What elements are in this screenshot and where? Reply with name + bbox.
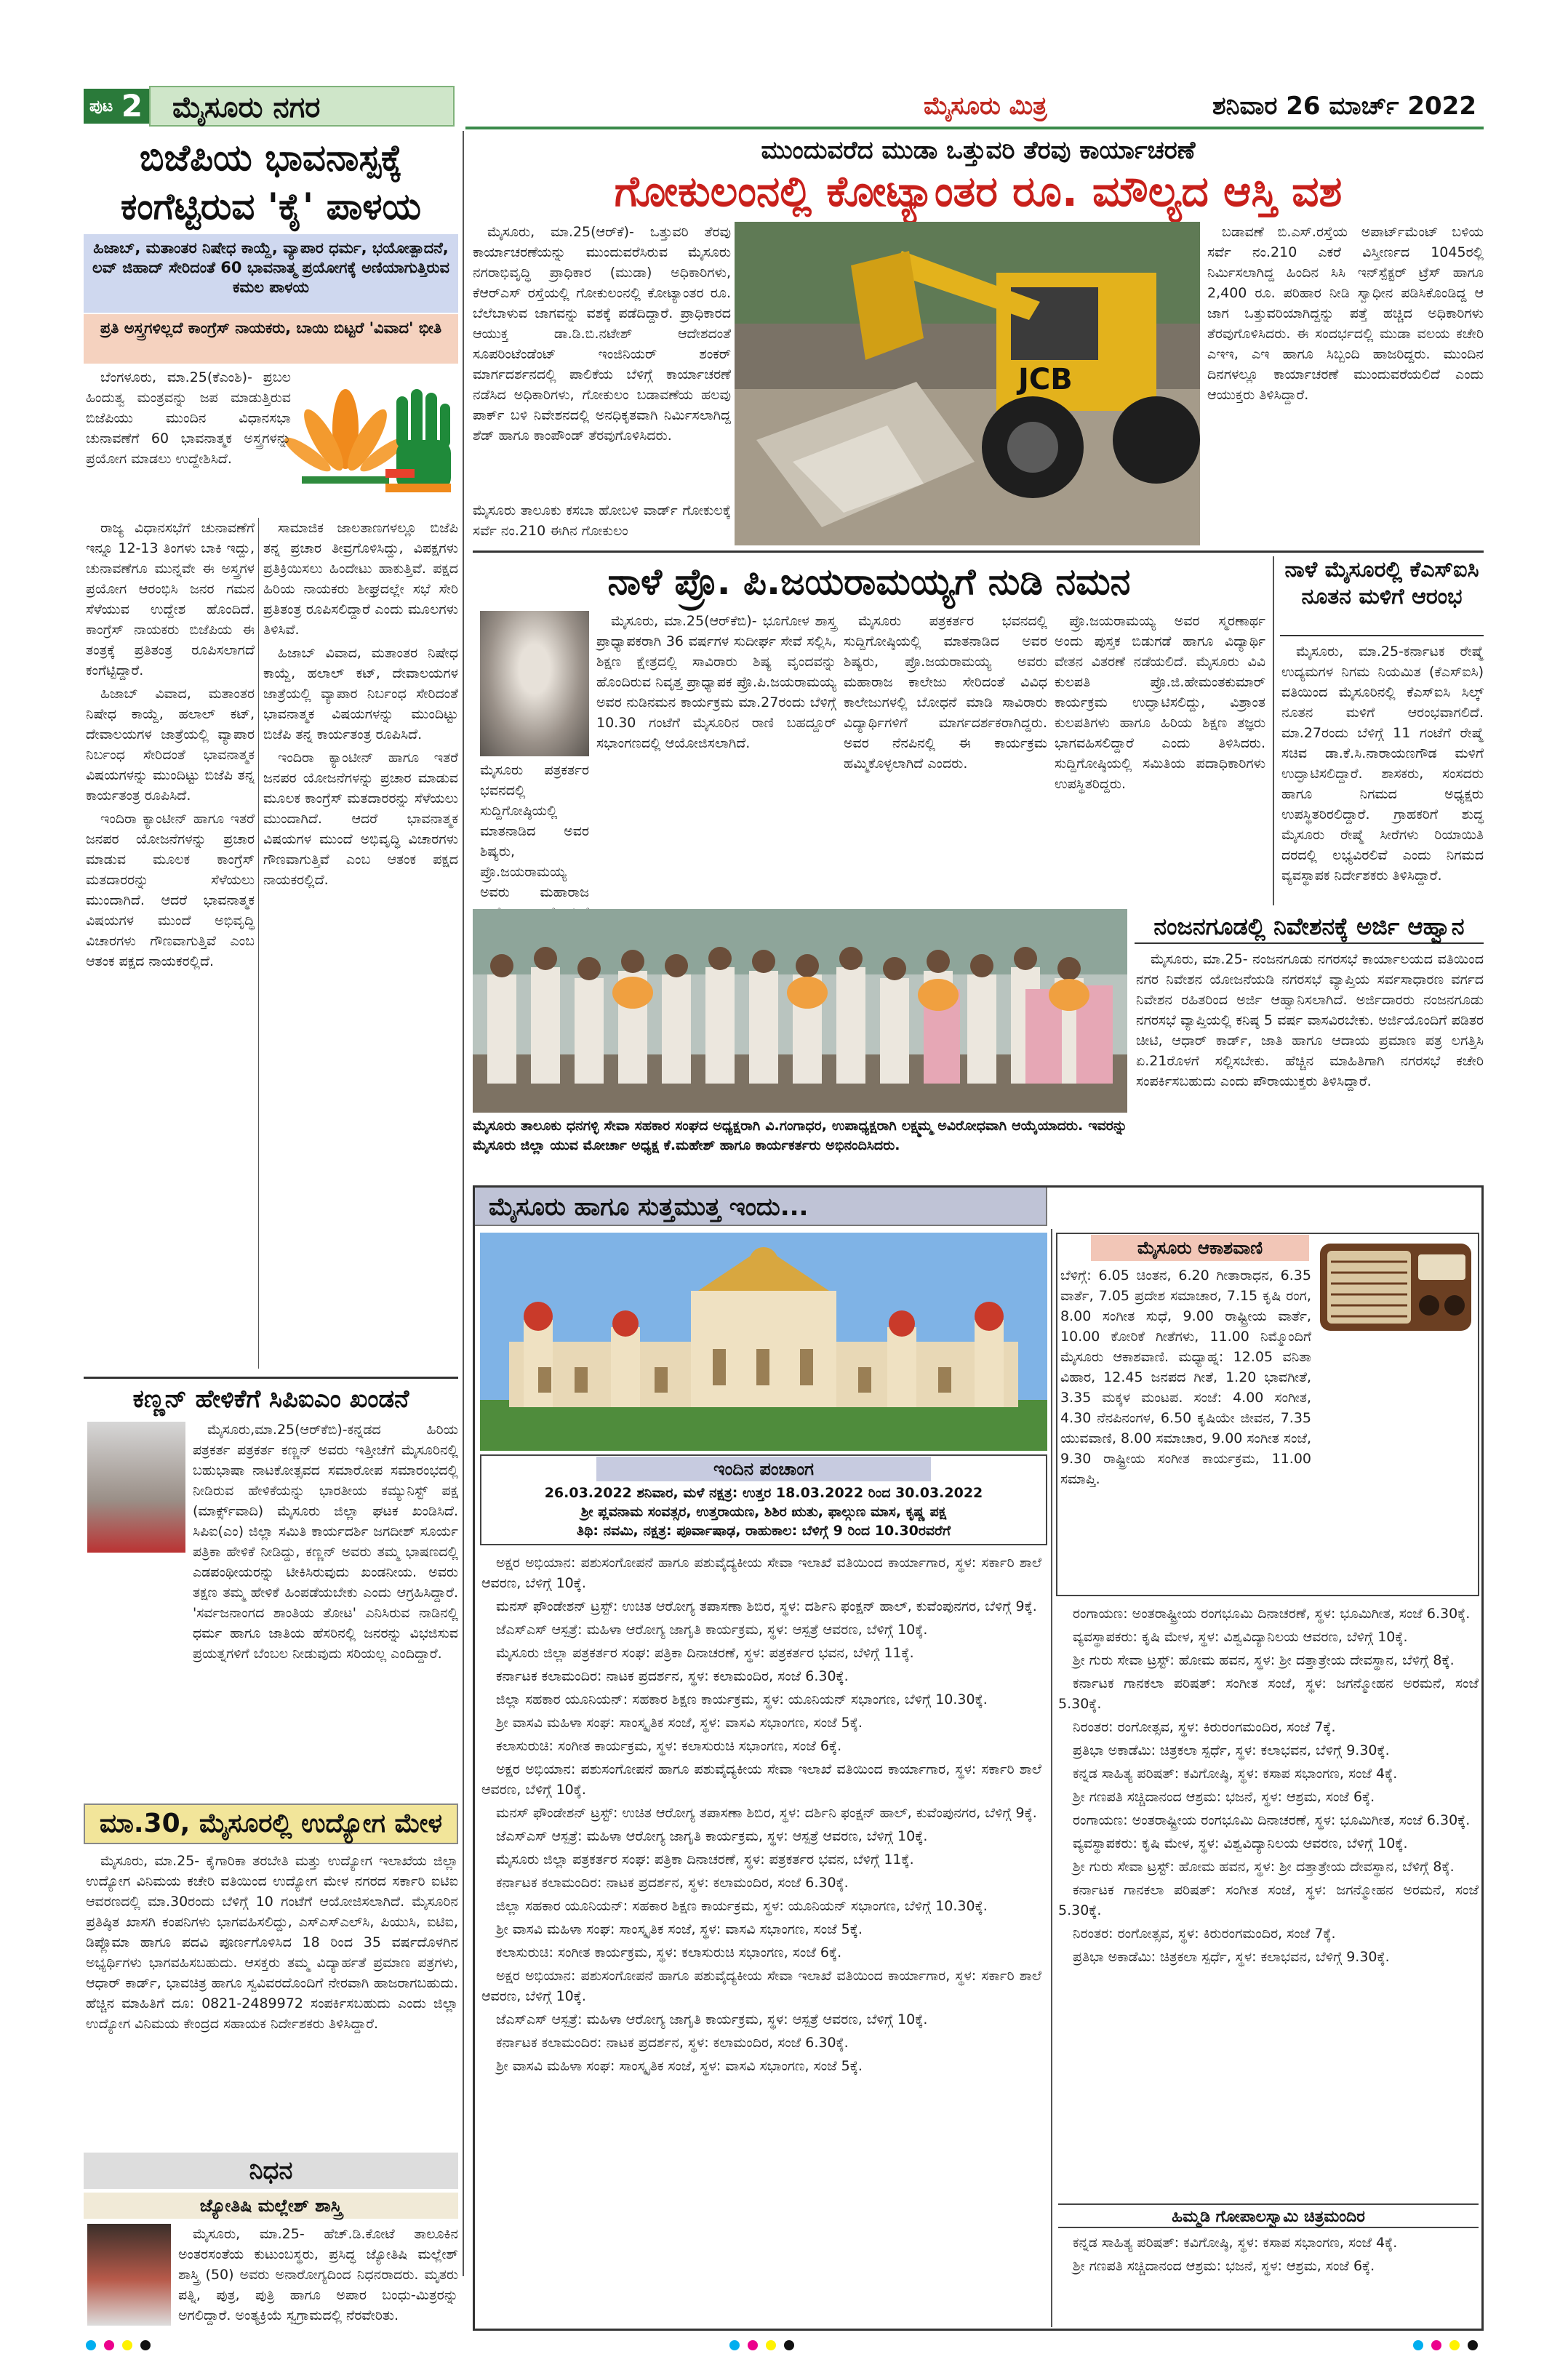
bjp-headline-line1: ಬಿಜೆಪಿಯ ಭಾವನಾಸ್ಪಕ್ಕೆ bbox=[139, 137, 403, 179]
panchanga-line1: 26.03.2022 ಶನಿವಾರ, ಮಳೆ ನಕ್ಷತ್ರ: ಉತ್ತರ 18.03.2022 ರಿಂದ 30.03.2022 bbox=[544, 1485, 983, 1501]
event-item: ಕನ್ನಡ ಸಾಹಿತ್ಯ ಪರಿಷತ್: ಕವಿಗೋಷ್ಠಿ, ಸ್ಥಳ: ಕಸಾಪ ಸಭಾಂಗಣ, ಸಂಜೆ 4ಕ್ಕೆ. bbox=[1073, 2235, 1398, 2251]
svg-text:JCB: JCB bbox=[1018, 363, 1073, 396]
event-item: ಮನಸ್ ಫೌಂಡೇಶನ್ ಟ್ರಸ್ಟ್: ಉಚಿತ ಆರೋಗ್ಯ ತಪಾಸಣಾ ಶಿಬಿರ, ಸ್ಥಳ: ದರ್ಶಿನಿ ಫಂಕ್ಷನ್ ಹಾಲ್, ಕುವೆಂಪುನಗರ, ಬೆಳಿಗ್ಗೆ 9ಕ್ಕೆ. bbox=[496, 1598, 1037, 1614]
column-divider bbox=[463, 131, 464, 2276]
kannan-body: ಮೈಸೂರು,ಮಾ.25(ಆರ್‌ಕೆಬಿ)-ಕನ್ನಡದ ಹಿರಿಯ ಪತ್ರಕರ್ತ ಪತ್ರಕರ್ತ ಕಣ್ಣನ್ ಅವರು ಇತ್ತೀಚೆಗೆ ಮೈಸೂರಿನಲ್ಲಿ ಬಹುಭಾಷಾ ನಾಟಕೋತ್ಸವದ ಸಮಾರೋಪ ಸಮಾರಂಭದಲ್ಲಿ ನೀಡಿರುವ ಹೇಳಿಕೆಯನ್ನು ಭಾರತೀಯ ಕಮ್ಯುನಿಸ್ಟ್ ಪಕ್ಷ (ಮಾರ್ಕ್ಸ್‌ವಾದಿ) ಮೈಸೂರು ಜಿಲ್ಲಾ ಘಟಕ ಖಂಡಿಸಿದೆ. ಸಿಪಿಐ(ಎಂ) ಜಿಲ್ಲಾ ಸಮಿತಿ ಕಾರ್ಯದರ್ಶಿ ಜಗದೀಶ್ ಸೂರ್ಯ ಪತ್ರಿಕಾ ಹೇಳಿಕೆ ನೀಡಿದ್ದು, ಕಣ್ಣನ್ ಅವರು ತಮ್ಮ ಭಾಷಣದಲ್ಲಿ ಎಡಪಂಥೀಯರನ್ನು ಟೀಕಿಸಿರುವುದು ಖಂಡನೀಯ. ಅವರು ತಕ್ಷಣ ತಮ್ಮ ಹೇಳಿಕೆ ಹಿಂಪಡೆಯಬೇಕು ಎಂದು ಆಗ್ರಹಿಸಿದ್ದಾರೆ. 'ಸರ್ವಜನಾಂಗದ ಶಾಂತಿಯ ತೋಟ' ಎನಿಸಿರುವ ನಾಡಿನಲ್ಲಿ ಧರ್ಮ ಹಾಗೂ ಜಾತಿಯ ಹೆಸರಿನಲ್ಲಿ ಜನರನ್ನು ವಿಭಜಿಸುವ ಪ್ರಯತ್ನಗಳಿಗೆ ಬೆಂಬಲ ನೀಡುವುದು ಸರಿಯಲ್ಲ ಎಂದಿದ್ದಾರೆ. bbox=[193, 1422, 458, 1662]
bjp-body-col1 bbox=[86, 367, 291, 513]
kannan-top-rule bbox=[84, 1377, 458, 1379]
muda-body-bottom: ಮೈಸೂರು ತಾಲೂಕು ಕಸಬಾ ಹೋಬಳಿ ವಾರ್ಡ್ ಗೋಕುಲಕ್ಕೆ ಸರ್ವೆ ನಂ.210 ಈಗಿನ ಗೋಕುಲಂ bbox=[473, 503, 731, 539]
issue-date: ಶನಿವಾರ 26 ಮಾರ್ಚ್ 2022 bbox=[1212, 92, 1476, 121]
column-divider bbox=[1051, 1229, 1052, 2327]
column-divider bbox=[258, 518, 259, 1369]
event-item: ಜಿಲ್ಲಾ ಸಹಕಾರ ಯೂನಿಯನ್: ಸಹಕಾರ ಶಿಕ್ಷಣ ಕಾರ್ಯಕ್ರಮ, ಸ್ಥಳ: ಯೂನಿಯನ್ ಸಭಾಂಗಣ, ಬೆಳಿಗ್ಗೆ 10.30ಕ್ಕೆ. bbox=[496, 1898, 988, 1914]
event-item: ಪ್ರತಿಭಾ ಅಕಾಡೆಮಿ: ಚಿತ್ರಕಲಾ ಸ್ಪರ್ಧೆ, ಸ್ಥಳ: ಕಲಾಭವನ, ಬೆಳಿಗ್ಗೆ 9.30ಕ್ಕೆ. bbox=[1073, 1949, 1390, 1965]
event-item: ಶ್ರೀ ವಾಸವಿ ಮಹಿಳಾ ಸಂಘ: ಸಾಂಸ್ಕೃತಿಕ ಸಂಜೆ, ಸ್ಥಳ: ವಾಸವಿ ಸಭಾಂಗಣ, ಸಂಜೆ 5ಕ್ಕೆ. bbox=[496, 1715, 863, 1731]
page-number-badge bbox=[84, 89, 149, 124]
party-symbols-graphic bbox=[295, 367, 458, 513]
registration-marks bbox=[84, 2338, 156, 2353]
event-item: ಜೆಎಸ್‌ಎಸ್ ಆಸ್ಪತ್ರೆ: ಮಹಿಳಾ ಆರೋಗ್ಯ ಜಾಗೃತಿ ಕಾರ್ಯಕ್ರಮ, ಸ್ಥಳ: ಆಸ್ಪತ್ರೆ ಆವರಣ, ಬೆಳಿಗ್ಗೆ 10ಕ್ಕೆ. bbox=[496, 1622, 928, 1638]
ksic-headline: ನಾಳೆ ಮೈಸೂರಲ್ಲಿ ಕೆಎಸ್‌ಐಸಿ ನೂತನ ಮಳಿಗೆ ಆರಂಭ bbox=[1280, 556, 1484, 636]
bjp-para: ಬೆಂಗಳೂರು, ಮಾ.25(ಕೆಎಂಶಿ)- ಪ್ರಬಲ ಹಿಂದುತ್ವ ಮಂತ್ರವನ್ನು ಜಪ ಮಾಡುತ್ತಿರುವ ಬಿಜೆಪಿಯು ಮುಂದಿನ ವಿಧಾನಸಭಾ ಚುನಾವಣೆಗೆ 60 ಭಾವನಾತ್ಮಕ ಅಸ್ತ್ರಗಳನ್ನು ಪ್ರಯೋಗ ಮಾಡಲು ಉದ್ದೇಶಿಸಿದೆ. bbox=[86, 369, 291, 467]
event-item: ರಂಗಾಯಣ: ಅಂತರಾಷ್ಟ್ರೀಯ ರಂಗಭೂಮಿ ದಿನಾಚರಣೆ, ಸ್ಥಳ: ಭೂಮಿಗೀತ, ಸಂಜೆ 6.30ಕ್ಕೆ. bbox=[1073, 1812, 1471, 1828]
event-item: ಶ್ರೀ ಗುರು ಸೇವಾ ಟ್ರಸ್ಟ್: ಹೋಮ ಹವನ, ಸ್ಥಳ: ಶ್ರೀ ದತ್ತಾತ್ರೇಯ ದೇವಸ್ಥಾನ, ಬೆಳಿಗ್ಗೆ 8ಕ್ಕೆ. bbox=[1073, 1652, 1455, 1668]
palace-photo bbox=[480, 1233, 1047, 1451]
event-item: ಕಲಾಸುರುಚಿ: ಸಂಗೀತ ಕಾರ್ಯಕ್ರಮ, ಸ್ಥಳ: ಕಲಾಸುರುಚಿ ಸಭಾಂಗಣ, ಸಂಜೆ 6ಕ್ಕೆ. bbox=[496, 1738, 842, 1754]
event-item: ರಂಗಾಯಣ: ಅಂತರಾಷ್ಟ್ರೀಯ ರಂಗಭೂಮಿ ದಿನಾಚರಣೆ, ಸ್ಥಳ: ಭೂಮಿಗೀತ, ಸಂಜೆ 6.30ಕ್ಕೆ. bbox=[1073, 1606, 1471, 1622]
event-item: ಮೈಸೂರು ಜಿಲ್ಲಾ ಪತ್ರಕರ್ತರ ಸಂಘ: ಪತ್ರಿಕಾ ದಿನಾಚರಣೆ, ಸ್ಥಳ: ಪತ್ರಕರ್ತರ ಭವನ, ಬೆಳಿಗ್ಗೆ 11ಕ್ಕೆ. bbox=[496, 1645, 914, 1661]
events-list-right bbox=[1058, 1604, 1479, 2200]
kannan-photo bbox=[87, 1422, 185, 1553]
muda-body-left: ಮೈಸೂರು, ಮಾ.25(ಆರ್‌ಕೆ)- ಒತ್ತುವರಿ ತೆರವು ಕಾರ್ಯಾಚರಣೆಯನ್ನು ಮುಂದುವರೆಸಿರುವ ಮೈಸೂರು ನಗರಾಭಿವೃದ್ಧಿ ಪ್ರಾಧಿಕಾರ (ಮುಡಾ) ಅಧಿಕಾರಿಗಳು, ಕೆಆರ್‌ಎಸ್ ರಸ್ತೆಯಲ್ಲಿ ಗೋಕುಲಂನಲ್ಲಿ ಕೋಟ್ಯಾಂತರ ರೂ. ಬೆಲೆಬಾಳುವ ಜಾಗವನ್ನು ವಶಕ್ಕೆ ಪಡೆದಿದ್ದಾರೆ. ಪ್ರಾಧಿಕಾರದ ಆಯುಕ್ತ ಡಾ.ಡಿ.ಬಿ.ನಟೇಶ್ ಆದೇಶದಂತೆ ಸೂಪರಿಂಟೆಂಡೆಂಟ್ ಇಂಜಿನಿಯರ್ ಶಂಕರ್ ಮಾರ್ಗದರ್ಶನದಲ್ಲಿ ಪಾಲಿಕೆಯ ಬೆಳಿಗ್ಗೆ ಕಾರ್ಯಾಚರಣೆ ನಡೆಸಿದ ಅಧಿಕಾರಿಗಳು, ಗೋಕುಲಂ ಬಡಾವಣೆಯ ಹಲವು ಪಾರ್ಕ್ ಬಳಿ ನಿವೇಶನದಲ್ಲಿ ಅನಧಿಕೃತವಾಗಿ ನಿರ್ಮಿಸಲಾಗಿದ್ದ ಶೆಡ್ ಹಾಗೂ ಕಾಂಪೌಂಡ್ ತೆರವುಗೊಳಿಸಿದರು. bbox=[473, 224, 731, 444]
event-item: ಶ್ರೀ ವಾಸವಿ ಮಹಿಳಾ ಸಂಘ: ಸಾಂಸ್ಕೃತಿಕ ಸಂಜೆ, ಸ್ಥಳ: ವಾಸವಿ ಸಭಾಂಗಣ, ಸಂಜೆ 5ಕ್ಕೆ. bbox=[496, 2058, 863, 2074]
event-item: ಪ್ರತಿಭಾ ಅಕಾಡೆಮಿ: ಚಿತ್ರಕಲಾ ಸ್ಪರ್ಧೆ, ಸ್ಥಳ: ಕಲಾಭವನ, ಬೆಳಿಗ್ಗೆ 9.30ಕ್ಕೆ. bbox=[1073, 1742, 1390, 1758]
obituary-name: ಜ್ಯೋತಿಷಿ ಮಲ್ಲೇಶ್ ಶಾಸ್ತ್ರಿ bbox=[84, 2193, 458, 2219]
event-item: ವ್ಯವಸ್ಥಾಪಕರು: ಕೃಷಿ ಮೇಳ, ಸ್ಥಳ: ವಿಶ್ವವಿದ್ಯಾನಿಲಯ ಆವರಣ, ಬೆಳಿಗ್ಗೆ 10ಕ್ಕೆ. bbox=[1073, 1629, 1408, 1645]
bjp-para: ಹಿಜಾಬ್ ವಿವಾದ, ಮತಾಂತರ ನಿಷೇಧ ಕಾಯ್ದೆ, ಹಲಾಲ್ ಕಟ್, ದೇವಾಲಯಗಳ ಜಾತ್ರೆಯಲ್ಲಿ ವ್ಯಾಪಾರ ನಿರ್ಬಂಧ ಸೇರಿದಂತೆ ಭಾವನಾತ್ಮಕ ವಿಷಯಗಳನ್ನು ಮುಂದಿಟ್ಟು ಬಿಜೆಪಿ ತನ್ನ ಕಾರ್ಯತಂತ್ರ ರೂಪಿಸಿದೆ. bbox=[86, 686, 255, 804]
event-item: ಕಲಾಸುರುಚಿ: ಸಂಗೀತ ಕಾರ್ಯಕ್ರಮ, ಸ್ಥಳ: ಕಲಾಸುರುಚಿ ಸಭಾಂಗಣ, ಸಂಜೆ 6ಕ್ಕೆ. bbox=[496, 1945, 842, 1961]
column-divider bbox=[1273, 556, 1274, 905]
event-item: ಜೆಎಸ್‌ಎಸ್ ಆಸ್ಪತ್ರೆ: ಮಹಿಳಾ ಆರೋಗ್ಯ ಜಾಗೃತಿ ಕಾರ್ಯಕ್ರಮ, ಸ್ಥಳ: ಆಸ್ಪತ್ರೆ ಆವರಣ, ಬೆಳಿಗ್ಗೆ 10ಕ್ಕೆ. bbox=[496, 2011, 928, 2027]
panchanga-line3: ತಿಥಿ: ನವಮಿ, ನಕ್ಷತ್ರ: ಪೂರ್ವಾಷಾಢ, ರಾಹುಕಾಲ: ಬೆಳಿಗ್ಗೆ 9 ರಿಂದ 10.30ರವರೆಗೆ bbox=[577, 1523, 951, 1539]
jayaramaiah-photo bbox=[480, 611, 589, 756]
bjp-para: ಇಂದಿರಾ ಕ್ಯಾಂಟೀನ್ ಹಾಗೂ ಇತರೆ ಜನಪರ ಯೋಜನೆಗಳನ್ನು ಪ್ರಚಾರ ಮಾಡುವ ಮೂಲಕ ಕಾಂಗ್ರೆಸ್ ಮತದಾರರನ್ನು ಸೆಳೆಯಲು ಮುಂದಾಗಿದೆ. ಆದರೆ ಭಾವನಾತ್ಮಕ ವಿಷಯಗಳ ಮುಂದೆ ಅಭಿವೃದ್ಧಿ ವಿಚಾರಗಳು ಗೌಣವಾಗುತ್ತಿವೆ ಎಂಬ ಆತಂಕ ಪಕ್ಷದ ನಾಯಕರಲ್ಲಿದೆ. bbox=[263, 750, 458, 888]
group-photo-caption: ಮೈಸೂರು ತಾಲೂಕು ಧನಗಳ್ಳಿ ಸೇವಾ ಸಹಕಾರ ಸಂಘದ ಅಧ್ಯಕ್ಷರಾಗಿ ವಿ.ಗಂಗಾಧರ, ಉಪಾಧ್ಯಕ್ಷರಾಗಿ ಲಕ್ಷ್ಮಮ್ಮ ಅವಿರೋಧವಾಗಿ ಆಯ್ಕೆಯಾದರು. ಇವರನ್ನು ಮೈಸೂರು ಜಿಲ್ಲಾ ಯುವ ಮೋರ್ಚಾ ಅಧ್ಯಕ್ಷ ಕೆ.ಮಹೇಶ್ ಹಾಗೂ ಕಾರ್ಯಕರ್ತರು ಅಭಿನಂದಿಸಿದರು. bbox=[473, 1118, 1127, 1153]
jayaramaiah-body-3: ಪ್ರೊ.ಜಯರಾಮಯ್ಯ ಅವರ ಸ್ಮರಣಾರ್ಥ ಅಂದು ಪುಸ್ತಕ ಬಿಡುಗಡೆ ಹಾಗೂ ವಿದ್ಯಾರ್ಥಿ ವೇತನ ವಿತರಣೆ ನಡೆಯಲಿದೆ. ಮೈಸೂರು ವಿವಿ ಕುಲಪತಿ ಪ್ರೊ.ಜಿ.ಹೇಮಂತಕುಮಾರ್ ಕಾರ್ಯಕ್ರಮ ಉದ್ಘಾಟಿಸಲಿದ್ದು, ವಿಶ್ರಾಂತ ಕುಲಪತಿಗಳು ಹಾಗೂ ಹಿರಿಯ ಶಿಕ್ಷಣ ತಜ್ಞರು ಭಾಗವಹಿಸಲಿದ್ದಾರೆ ಎಂದು ತಿಳಿಸಿದರು. ಸುದ್ದಿಗೋಷ್ಠಿಯಲ್ಲಿ ಸಮಿತಿಯ ಪದಾಧಿಕಾರಿಗಳು ಉಪಸ್ಥಿತರಿದ್ದರು. bbox=[1055, 613, 1265, 792]
obituary-heading: ನಿಧನ bbox=[84, 2153, 458, 2189]
jayaramaiah-headline: ನಾಳೆ ಪ್ರೊ. ಪಿ.ಜಯರಾಮಯ್ಯಗೆ ನುಡಿ ನಮನ bbox=[607, 561, 1131, 603]
job-fair-body: ಮೈಸೂರು, ಮಾ.25- ಕೈಗಾರಿಕಾ ತರಬೇತಿ ಮತ್ತು ಉದ್ಯೋಗ ಇಲಾಖೆಯ ಜಿಲ್ಲಾ ಉದ್ಯೋಗ ವಿನಿಮಯ ಕಚೇರಿ ವತಿಯಿಂದ ಉದ್ಯೋಗ ಮೇಳ ನಗರದ ಸರ್ಕಾರಿ ಐಟಿಐ ಆವರಣದಲ್ಲಿ ಮಾ.30ರಂದು ಬೆಳಿಗ್ಗೆ 10 ಗಂಟೆಗೆ ಆಯೋಜಿಸಲಾಗಿದೆ. ಮೈಸೂರಿನ ಪ್ರತಿಷ್ಠಿತ ಖಾಸಗಿ ಕಂಪನಿಗಳು ಭಾಗವಹಿಸಲಿದ್ದು, ಎಸ್‌ಎಸ್‌ಎಲ್‌ಸಿ, ಪಿಯುಸಿ, ಐಟಿಐ, ಡಿಪ್ಲೊಮಾ ಹಾಗೂ ಪದವಿ ಪೂರ್ಣಗೊಳಿಸಿದ 18 ರಿಂದ 35 ವರ್ಷದೊಳಗಿನ ಅಭ್ಯರ್ಥಿಗಳು ಭಾಗವಹಿಸಬಹುದು. ಆಸಕ್ತರು ತಮ್ಮ ವಿದ್ಯಾರ್ಹತೆ ಪ್ರಮಾಣ ಪತ್ರಗಳು, ಆಧಾರ್ ಕಾರ್ಡ್, ಭಾವಚಿತ್ರ ಹಾಗೂ ಸ್ವವಿವರದೊಂದಿಗೆ ನೇರವಾಗಿ ಹಾಜರಾಗಬಹುದು. ಹೆಚ್ಚಿನ ಮಾಹಿತಿಗೆ ದೂ: 0821-2489972 ಸಂಪರ್ಕಿಸಬಹುದು ಎಂದು ಜಿಲ್ಲಾ ಉದ್ಯೋಗ ವಿನಿಮಯ ಕೇಂದ್ರದ ಸಹಾಯಕ ನಿರ್ದೇಶಕರು ತಿಳಿಸಿದ್ದಾರೆ. bbox=[86, 1853, 458, 2032]
event-item: ಶ್ರೀ ಗುರು ಸೇವಾ ಟ್ರಸ್ಟ್: ಹೋಮ ಹವನ, ಸ್ಥಳ: ಶ್ರೀ ದತ್ತಾತ್ರೇಯ ದೇವಸ್ಥಾನ, ಬೆಳಿಗ್ಗೆ 8ಕ್ಕೆ. bbox=[1073, 1859, 1455, 1875]
page-label: ಪುಟ bbox=[89, 97, 113, 116]
event-item: ಜಿಲ್ಲಾ ಸಹಕಾರ ಯೂನಿಯನ್: ಸಹಕಾರ ಶಿಕ್ಷಣ ಕಾರ್ಯಕ್ರಮ, ಸ್ಥಳ: ಯೂನಿಯನ್ ಸಭಾಂಗಣ, ಬೆಳಿಗ್ಗೆ 10.30ಕ್ಕೆ. bbox=[496, 1692, 988, 1708]
bjp-headline-line2: ಕಂಗೆಟ್ಟಿರುವ 'ಕೈ' ಪಾಳಯ bbox=[120, 185, 422, 228]
kannan-headline: ಕಣ್ಣನ್ ಹೇಳಿಕೆಗೆ ಸಿಪಿಐಎಂ ಖಂಡನೆ bbox=[132, 1385, 409, 1414]
ksic-body: ಮೈಸೂರು, ಮಾ.25-ಕರ್ನಾಟಕ ರೇಷ್ಮೆ ಉದ್ಯಮಗಳ ನಿಗಮ ನಿಯಮಿತ (ಕೆಎಸ್‌ಐಸಿ) ವತಿಯಿಂದ ಮೈಸೂರಿನಲ್ಲಿ ಕೆಎಸ್‌ಐಸಿ ಸಿಲ್ಕ್ ನೂತನ ಮಳಿಗೆ ಆರಂಭವಾಗಲಿದೆ. ಮಾ.27ರಂದು ಬೆಳಿಗ್ಗೆ 11 ಗಂಟೆಗೆ ರೇಷ್ಮೆ ಸಚಿವ ಡಾ.ಕೆ.ಸಿ.ನಾರಾಯಣಗೌಡ ಮಳಿಗೆ ಉದ್ಘಾಟಿಸಲಿದ್ದಾರೆ. ಶಾಸಕರು, ಸಂಸದರು ಹಾಗೂ ನಿಗಮದ ಅಧ್ಯಕ್ಷರು ಉಪಸ್ಥಿತರಿರಲಿದ್ದಾರೆ. ಗ್ರಾಹಕರಿಗೆ ಶುದ್ಧ ಮೈಸೂರು ರೇಷ್ಮೆ ಸೀರೆಗಳು ರಿಯಾಯಿತಿ ದರದಲ್ಲಿ ಲಭ್ಯವಿರಲಿವೆ ಎಂದು ನಿಗಮದ ವ್ಯವಸ್ಥಾಪಕ ನಿರ್ದೇಶಕರು ತಿಳಿಸಿದ್ದಾರೆ. bbox=[1281, 644, 1484, 884]
muda-body-right: ಬಡಾವಣೆ ಬಿ.ಎಸ್.ರಸ್ತೆಯ ಅಪಾರ್ಟ್‌ಮೆಂಟ್ ಬಳಿಯ ಸರ್ವೆ ನಂ.210 ಎಕರೆ ವಿಸ್ತೀರ್ಣದ 1045ರಲ್ಲಿ ನಿರ್ಮಿಸಲಾಗಿದ್ದ ಹಿಂದಿನ ಸಿಸಿ ಇನ್‌ಸ್ಪೆಕ್ಟರ್ ಟ್ರೆಸ್ ಹಾಗೂ 2,400 ರೂ. ಪರಿಹಾರ ನೀಡಿ ಸ್ವಾಧೀನ ಪಡಿಸಿಕೊಂಡಿದ್ದ ಆ ಜಾಗ ಒತ್ತುವರಿಯಾಗಿದ್ದನ್ನು ಪತ್ತೆ ಹಚ್ಚಿದ ಅಧಿಕಾರಿಗಳು ತೆರವುಗೊಳಿಸಿದರು. ಈ ಸಂದರ್ಭದಲ್ಲಿ ಮುಡಾ ವಲಯ ಕಚೇರಿ ಎಇಇ, ಎಇ ಹಾಗೂ ಸಿಬ್ಬಂದಿ ಹಾಜರಿದ್ದರು. ಮುಂದಿನ ದಿನಗಳಲ್ಲೂ ಕಾರ್ಯಾಚರಣೆ ಮುಂದುವರೆಯಲಿದೆ ಎಂದು ಆಯುಕ್ತರು ತಿಳಿಸಿದ್ದಾರೆ. bbox=[1207, 224, 1484, 403]
event-item: ಶ್ರೀ ವಾಸವಿ ಮಹಿಳಾ ಸಂಘ: ಸಾಂಸ್ಕೃತಿಕ ಸಂಜೆ, ಸ್ಥಳ: ವಾಸವಿ ಸಭಾಂಗಣ, ಸಂಜೆ 5ಕ್ಕೆ. bbox=[496, 1921, 863, 1937]
events-list-left bbox=[481, 1553, 1041, 2327]
masthead bbox=[465, 86, 1484, 129]
event-item: ಕನ್ನಡ ಸಾಹಿತ್ಯ ಪರಿಷತ್: ಕವಿಗೋಷ್ಠಿ, ಸ್ಥಳ: ಕಸಾಪ ಸಭಾಂಗಣ, ಸಂಜೆ 4ಕ್ಕೆ. bbox=[1073, 1766, 1398, 1782]
radio-schedule: ಬೆಳಿಗ್ಗೆ: 6.05 ಚಿಂತನ, 6.20 ಗೀತಾರಾಧನ, 6.35 ವಾರ್ತೆ, 7.05 ಪ್ರದೇಶ ಸಮಾಚಾರ, 7.15 ಕೃಷಿ ರಂಗ, 8.00 ಸಂಗೀತ ಸುಧೆ, 9.00 ರಾಷ್ಟ್ರೀಯ ವಾರ್ತೆ, 10.00 ಕೋರಿಕೆ ಗೀತೆಗಳು, 11.00 ನಿಮ್ಮೊಂದಿಗೆ ಮೈಸೂರು ಆಕಾಶವಾಣಿ. ಮಧ್ಯಾಹ್ನ: 12.05 ವನಿತಾ ವಿಹಾರ, 12.45 ಜನಪದ ಗೀತೆ, 1.20 ಭಾವಗೀತೆ, 3.35 ಮಕ್ಕಳ ಮಂಟಪ. ಸಂಜೆ: 4.00 ಸಂಗೀತ, 4.30 ನೆನಪಿನಂಗಳ, 6.50 ಕೃಷಿಯೇ ಜೀವನ, 7.35 ಯುವವಾಣಿ, 8.00 ಸಮಾಚಾರ, 9.00 ಸಂಗೀತ ಸಂಜೆ, 9.30 ರಾಷ್ಟ್ರೀಯ ಸಂಗೀತ ಕಾರ್ಯಕ್ರಮ, 11.00 ಸಮಾಪ್ತಿ. bbox=[1060, 1268, 1311, 1487]
muda-demolition-photo bbox=[735, 222, 1200, 545]
today-banner: ಮೈಸೂರು ಹಾಗೂ ಸುತ್ತಮುತ್ತ ಇಂದು... bbox=[473, 1185, 1047, 1226]
event-item: ಮನಸ್ ಫೌಂಡೇಶನ್ ಟ್ರಸ್ಟ್: ಉಚಿತ ಆರೋಗ್ಯ ತಪಾಸಣಾ ಶಿಬಿರ, ಸ್ಥಳ: ದರ್ಶಿನಿ ಫಂಕ್ಷನ್ ಹಾಲ್, ಕುವೆಂಪುನಗರ, ಬೆಳಿಗ್ಗೆ 9ಕ್ಕೆ. bbox=[496, 1805, 1037, 1821]
jayaramaiah-body-1: ಮೈಸೂರು, ಮಾ.25(ಆರ್‌ಕೆಬಿ)- ಭೂಗೋಳ ಶಾಸ್ತ್ರ ಪ್ರಾಧ್ಯಾಪಕರಾಗಿ 36 ವರ್ಷಗಳ ಸುದೀರ್ಘ ಸೇವೆ ಸಲ್ಲಿಸಿ, ಶಿಕ್ಷಣ ಕ್ಷೇತ್ರದಲ್ಲಿ ಸಾವಿರಾರು ಶಿಷ್ಯ ವೃಂದವನ್ನು ಹೊಂದಿರುವ ನಿವೃತ್ತ ಪ್ರಾಧ್ಯಾಪಕ ಪ್ರೊ.ಪಿ.ಜಯರಾಮಯ್ಯ ಅವರ ನುಡಿನಮನ ಕಾರ್ಯಕ್ರಮ ಮಾ.27ರಂದು ಬೆಳಿಗ್ಗೆ 10.30 ಗಂಟೆಗೆ ಮೈಸೂರಿನ ರಾಣಿ ಬಹದ್ದೂರ್ ಸಭಾಂಗಣದಲ್ಲಿ ಆಯೋಜಿಸಲಾಗಿದೆ. bbox=[596, 613, 836, 751]
obituary-body: ಮೈಸೂರು, ಮಾ.25- ಹೆಚ್.ಡಿ.ಕೋಟೆ ತಾಲೂಕಿನ ಅಂತರಸಂತೆಯ ಕುಟುಂಬಸ್ಥರು, ಪ್ರಸಿದ್ಧ ಜ್ಯೋತಿಷಿ ಮಲ್ಲೇಶ್ ಶಾಸ್ತ್ರಿ (50) ಅವರು ಅನಾರೋಗ್ಯದಿಂದ ನಿಧನರಾದರು. ಮೃತರು ಪತ್ನಿ, ಪುತ್ರ, ಪುತ್ರಿ ಹಾಗೂ ಅಪಾರ ಬಂಧು-ಮಿತ್ರರನ್ನು ಅಗಲಿದ್ದಾರೆ. ಅಂತ್ಯಕ್ರಿಯೆ ಸ್ವಗ್ರಾಮದಲ್ಲಿ ನೆರವೇರಿತು. bbox=[178, 2226, 458, 2323]
muda-bottom-rule bbox=[473, 551, 1484, 553]
event-item: ಕರ್ನಾಟಕ ಕಲಾಮಂದಿರ: ನಾಟಕ ಪ್ರದರ್ಶನ, ಸ್ಥಳ: ಕಲಾಮಂದಿರ, ಸಂಜೆ 6.30ಕ್ಕೆ. bbox=[496, 1875, 849, 1891]
radio-icon bbox=[1316, 1236, 1475, 1334]
bjp-body-col2 bbox=[263, 518, 458, 1372]
event-item: ಅಕ್ಷರ ಅಭಿಯಾನ: ಪಶುಸಂಗೋಪನೆ ಹಾಗೂ ಪಶುವೈದ್ಯಕೀಯ ಸೇವಾ ಇಲಾಖೆ ವತಿಯಿಂದ ಕಾರ್ಯಾಗಾರ, ಸ್ಥಳ: ಸರ್ಕಾರಿ ಶಾಲೆ ಆವರಣ, ಬೆಳಿಗ್ಗೆ 10ಕ್ಕೆ. bbox=[481, 1761, 1041, 1798]
cinema-heading: ಹಿಮ್ಮಡಿ ಗೋಪಾಲಸ್ವಾಮಿ ಚಿತ್ರಮಂದಿರ bbox=[1058, 2203, 1479, 2228]
job-fair-headline: ಮಾ.30, ಮೈಸೂರಲ್ಲಿ ಉದ್ಯೋಗ ಮೇಳ bbox=[84, 1803, 458, 1844]
bjp-body-col1b bbox=[86, 518, 255, 1372]
bjp-para: ಇಂದಿರಾ ಕ್ಯಾಂಟೀನ್ ಹಾಗೂ ಇತರೆ ಜನಪರ ಯೋಜನೆಗಳನ್ನು ಪ್ರಚಾರ ಮಾಡುವ ಮೂಲಕ ಕಾಂಗ್ರೆಸ್ ಮತದಾರರನ್ನು ಸೆಳೆಯಲು ಮುಂದಾಗಿದೆ. ಆದರೆ ಭಾವನಾತ್ಮಕ ವಿಷಯಗಳ ಮುಂದೆ ಅಭಿವೃದ್ಧಿ ವಿಚಾರಗಳು ಗೌಣವಾಗುತ್ತಿವೆ ಎಂಬ ಆತಂಕ ಪಕ್ಷದ ನಾಯಕರಲ್ಲಿದೆ. bbox=[86, 811, 255, 969]
bjp-para: ಹಿಜಾಬ್ ವಿವಾದ, ಮತಾಂತರ ನಿಷೇಧ ಕಾಯ್ದೆ, ಹಲಾಲ್ ಕಟ್, ದೇವಾಲಯಗಳ ಜಾತ್ರೆಯಲ್ಲಿ ವ್ಯಾಪಾರ ನಿರ್ಬಂಧ ಸೇರಿದಂತೆ ಭಾವನಾತ್ಮಕ ವಿಷಯಗಳನ್ನು ಮುಂದಿಟ್ಟು ಬಿಜೆಪಿ ತನ್ನ ಕಾರ್ಯತಂತ್ರ ರೂಪಿಸಿದೆ. bbox=[263, 645, 458, 742]
radio-title: ಮೈಸೂರು ಆಕಾಶವಾಣಿ bbox=[1091, 1235, 1309, 1261]
bjp-para: ರಾಜ್ಯ ವಿಧಾನಸಭೆಗೆ ಚುನಾವಣೆಗೆ ಇನ್ನೂ 12-13 ತಿಂಗಳು ಬಾಕಿ ಇದ್ದು, ಚುನಾವಣೆಗೂ ಮುನ್ನವೇ ಈ ಅಸ್ತ್ರಗಳ ಪ್ರಯೋಗ ಆರಂಭಿಸಿ ಜನರ ಗಮನ ಸೆಳೆಯುವ ಉದ್ದೇಶ ಹೊಂದಿದೆ. ಕಾಂಗ್ರೆಸ್ ನಾಯಕರು ಬಿಜೆಪಿಯ ಈ ತಂತ್ರಕ್ಕೆ ಪ್ರತಿತಂತ್ರ ರೂಪಿಸಲಾಗದೆ ಕಂಗೆಟ್ಟಿದ್ದಾರೆ. bbox=[86, 520, 255, 678]
event-item: ಶ್ರೀ ಗಣಪತಿ ಸಚ್ಚಿದಾನಂದ ಆಶ್ರಮ: ಭಜನೆ, ಸ್ಥಳ: ಆಶ್ರಮ, ಸಂಜೆ 6ಕ್ಕೆ. bbox=[1073, 1789, 1375, 1805]
jayaramaiah-body-1b: ಮೈಸೂರು ಪತ್ರಕರ್ತರ ಭವನದಲ್ಲಿ ಸುದ್ದಿಗೋಷ್ಠಿಯಲ್ಲಿ ಮಾತನಾಡಿದ ಅವರ ಶಿಷ್ಯರು, ಪ್ರೊ.ಜಯರಾಮಯ್ಯ ಅವರು ಮಹಾರಾಜ bbox=[480, 762, 589, 900]
event-item: ವ್ಯವಸ್ಥಾಪಕರು: ಕೃಷಿ ಮೇಳ, ಸ್ಥಳ: ವಿಶ್ವವಿದ್ಯಾನಿಲಯ ಆವರಣ, ಬೆಳಿಗ್ಗೆ 10ಕ್ಕೆ. bbox=[1073, 1835, 1408, 1851]
bjp-para: ಸಾಮಾಜಿಕ ಜಾಲತಾಣಗಳಲ್ಲೂ ಬಿಜೆಪಿ ತನ್ನ ಪ್ರಚಾರ ತೀವ್ರಗೊಳಿಸಿದ್ದು, ವಿಪಕ್ಷಗಳು ಪ್ರತಿಕ್ರಿಯಿಸಲು ಹಿಂದೇಟು ಹಾಕುತ್ತಿವೆ. ಪಕ್ಷದ ಹಿರಿಯ ನಾಯಕರು ಶೀಘ್ರದಲ್ಲೇ ಸಭೆ ಸೇರಿ ಪ್ರತಿತಂತ್ರ ರೂಪಿಸಲಿದ್ದಾರೆ ಎಂದು ಮೂಲಗಳು ತಿಳಿಸಿವೆ. bbox=[263, 520, 458, 638]
event-item: ಮೈಸೂರು ಜಿಲ್ಲಾ ಪತ್ರಕರ್ತರ ಸಂಘ: ಪತ್ರಿಕಾ ದಿನಾಚರಣೆ, ಸ್ಥಳ: ಪತ್ರಕರ್ತರ ಭವನ, ಬೆಳಿಗ್ಗೆ 11ಕ್ಕೆ. bbox=[496, 1851, 914, 1867]
muda-headline: ಗೋಕುಲಂನಲ್ಲಿ ಕೋಟ್ಯಾಂತರ ರೂ. ಮೌಲ್ಯದ ಆಸ್ತಿ ವಶ bbox=[614, 167, 1343, 216]
nanjangud-headline: ನಂಜನಗೂಡಲ್ಲಿ ನಿವೇಶನಕ್ಕೆ ಅರ್ಜಿ ಆಹ್ವಾನ bbox=[1135, 909, 1484, 944]
nanjangud-body: ಮೈಸೂರು, ಮಾ.25- ನಂಜನಗೂಡು ನಗರಸಭೆ ಕಾರ್ಯಾಲಯದ ವತಿಯಿಂದ ನಗರ ನಿವೇಶನ ಯೋಜನೆಯಡಿ ನಗರಸಭೆ ವ್ಯಾಪ್ತಿಯ ಸರ್ವಸಾಧಾರಣ ವರ್ಗದ ನಿವೇಶನ ರಹಿತರಿಂದ ಅರ್ಜಿ ಆಹ್ವಾನಿಸಲಾಗಿದೆ. ಅರ್ಜಿದಾರರು ನಂಜನಗೂಡು ನಗರಸಭೆ ವ್ಯಾಪ್ತಿಯಲ್ಲಿ ಕನಿಷ್ಠ 5 ವರ್ಷ ವಾಸವಿರಬೇಕು. ಅರ್ಜಿಯೊಂದಿಗೆ ಪಡಿತರ ಚೀಟಿ, ಆಧಾರ್ ಕಾರ್ಡ್, ಜಾತಿ ಹಾಗೂ ಆದಾಯ ಪ್ರಮಾಣ ಪತ್ರ ಲಗತ್ತಿಸಿ ಏ.21ರೊಳಗೆ ಸಲ್ಲಿಸಬೇಕು. ಹೆಚ್ಚಿನ ಮಾಹಿತಿಗಾಗಿ ನಗರಸಭೆ ಕಚೇರಿ ಸಂಪರ್ಕಿಸಬಹುದು ಎಂದು ಪೌರಾಯುಕ್ತರು ತಿಳಿಸಿದ್ದಾರೆ. bbox=[1136, 951, 1484, 1089]
event-item: ಕರ್ನಾಟಕ ಕಲಾಮಂದಿರ: ನಾಟಕ ಪ್ರದರ್ಶನ, ಸ್ಥಳ: ಕಲಾಮಂದಿರ, ಸಂಜೆ 6.30ಕ್ಕೆ. bbox=[496, 2035, 849, 2051]
event-item: ಶ್ರೀ ಗಣಪತಿ ಸಚ್ಚಿದಾನಂದ ಆಶ್ರಮ: ಭಜನೆ, ಸ್ಥಳ: ಆಶ್ರಮ, ಸಂಜೆ 6ಕ್ಕೆ. bbox=[1073, 2258, 1375, 2274]
panchanga-title: ಇಂದಿನ ಪಂಚಾಂಗ bbox=[596, 1457, 931, 1481]
registration-marks bbox=[1411, 2338, 1484, 2353]
event-item: ಕರ್ನಾಟಕ ಗಾನಕಲಾ ಪರಿಷತ್: ಸಂಗೀತ ಸಂಜೆ, ಸ್ಥಳ: ಜಗನ್ಮೋಹನ ಅರಮನೆ, ಸಂಜೆ 5.30ಕ್ಕೆ. bbox=[1058, 1676, 1479, 1712]
event-item: ಜೆಎಸ್‌ಎಸ್ ಆಸ್ಪತ್ರೆ: ಮಹಿಳಾ ಆರೋಗ್ಯ ಜಾಗೃತಿ ಕಾರ್ಯಕ್ರಮ, ಸ್ಥಳ: ಆಸ್ಪತ್ರೆ ಆವರಣ, ಬೆಳಿಗ್ಗೆ 10ಕ್ಕೆ. bbox=[496, 1828, 928, 1844]
bjp-strap: ಪ್ರತಿ ಅಸ್ತ್ರಗಳಿಲ್ಲದೆ ಕಾಂಗ್ರೆಸ್ ನಾಯಕರು, ಬಾಯಿ ಬಿಟ್ಟರೆ 'ವಿವಾದ' ಭೀತಿ bbox=[84, 314, 458, 364]
paper-logo: ಮೈಸೂರು ಮಿತ್ರ bbox=[924, 92, 1047, 121]
events-list-right-tail bbox=[1058, 2233, 1479, 2327]
bjp-subhead: ಹಿಜಾಬ್, ಮತಾಂತರ ನಿಷೇಧ ಕಾಯ್ದೆ, ವ್ಯಾಪಾರ ಧರ್ಮ, ಭಯೋತ್ಪಾದನೆ, ಲವ್ ಜಿಹಾದ್ ಸೇರಿದಂತೆ 60 ಭಾವನಾತ್ಮ ಪ್ರಯೋಗಕ್ಕೆ ಅಣಿಯಾಗುತ್ತಿರುವ ಕಮಲ ಪಾಳಯ bbox=[84, 234, 458, 313]
page-number: 2 bbox=[121, 88, 143, 124]
registration-marks bbox=[727, 2338, 800, 2353]
event-item: ನಿರಂತರ: ರಂಗೋತ್ಸವ, ಸ್ಥಳ: ಕಿರುರಂಗಮಂದಿರ, ಸಂಜೆ 7ಕ್ಕೆ. bbox=[1073, 1719, 1336, 1735]
event-item: ಅಕ್ಷರ ಅಭಿಯಾನ: ಪಶುಸಂಗೋಪನೆ ಹಾಗೂ ಪಶುವೈದ್ಯಕೀಯ ಸೇವಾ ಇಲಾಖೆ ವತಿಯಿಂದ ಕಾರ್ಯಾಗಾರ, ಸ್ಥಳ: ಸರ್ಕಾರಿ ಶಾಲೆ ಆವರಣ, ಬೆಳಿಗ್ಗೆ 10ಕ್ಕೆ. bbox=[481, 1968, 1041, 2004]
obituary-photo bbox=[87, 2224, 171, 2326]
event-item: ಕರ್ನಾಟಕ ಕಲಾಮಂದಿರ: ನಾಟಕ ಪ್ರದರ್ಶನ, ಸ್ಥಳ: ಕಲಾಮಂದಿರ, ಸಂಜೆ 6.30ಕ್ಕೆ. bbox=[496, 1668, 849, 1684]
muda-kicker: ಮುಂದುವರೆದ ಮುಡಾ ಒತ್ತುವರಿ ತೆರವು ಕಾರ್ಯಾಚರಣೆ bbox=[761, 136, 1196, 165]
event-item: ನಿರಂತರ: ರಂಗೋತ್ಸವ, ಸ್ಥಳ: ಕಿರುರಂಗಮಂದಿರ, ಸಂಜೆ 7ಕ್ಕೆ. bbox=[1073, 1926, 1336, 1942]
jayaramaiah-body-2: ಮೈಸೂರು ಪತ್ರಕರ್ತರ ಭವನದಲ್ಲಿ ಸುದ್ದಿಗೋಷ್ಠಿಯಲ್ಲಿ ಮಾತನಾಡಿದ ಅವರ ಶಿಷ್ಯರು, ಪ್ರೊ.ಜಯರಾಮಯ್ಯ ಅವರು ಮಹಾರಾಜ ಕಾಲೇಜು ಸೇರಿದಂತೆ ವಿವಿಧ ಕಾಲೇಜುಗಳಲ್ಲಿ ಬೋಧನೆ ಮಾಡಿ ಸಾವಿರಾರು ವಿದ್ಯಾರ್ಥಿಗಳಿಗೆ ಮಾರ್ಗದರ್ಶಕರಾಗಿದ್ದರು. ಅವರ ನೆನಪಿನಲ್ಲಿ ಈ ಕಾರ್ಯಕ್ರಮ ಹಮ್ಮಿಕೊಳ್ಳಲಾಗಿದೆ ಎಂದರು. bbox=[844, 613, 1047, 772]
group-photo bbox=[473, 909, 1127, 1113]
event-item: ಅಕ್ಷರ ಅಭಿಯಾನ: ಪಶುಸಂಗೋಪನೆ ಹಾಗೂ ಪಶುವೈದ್ಯಕೀಯ ಸೇವಾ ಇಲಾಖೆ ವತಿಯಿಂದ ಕಾರ್ಯಾಗಾರ, ಸ್ಥಳ: ಸರ್ಕಾರಿ ಶಾಲೆ ಆವರಣ, ಬೆಳಿಗ್ಗೆ 10ಕ್ಕೆ. bbox=[481, 1555, 1041, 1591]
event-item: ಕರ್ನಾಟಕ ಗಾನಕಲಾ ಪರಿಷತ್: ಸಂಗೀತ ಸಂಜೆ, ಸ್ಥಳ: ಜಗನ್ಮೋಹನ ಅರಮನೆ, ಸಂಜೆ 5.30ಕ್ಕೆ. bbox=[1058, 1882, 1479, 1918]
panchanga-line2: ಶ್ರೀ ಪ್ಲವನಾಮ ಸಂವತ್ಸರ, ಉತ್ತರಾಯಣ, ಶಿಶಿರ ಋತು, ಫಾಲ್ಗುಣ ಮಾಸ, ಕೃಷ್ಣ ಪಕ್ಷ bbox=[580, 1504, 947, 1520]
section-title: ಮೈಸೂರು ನಗರ bbox=[149, 86, 455, 127]
